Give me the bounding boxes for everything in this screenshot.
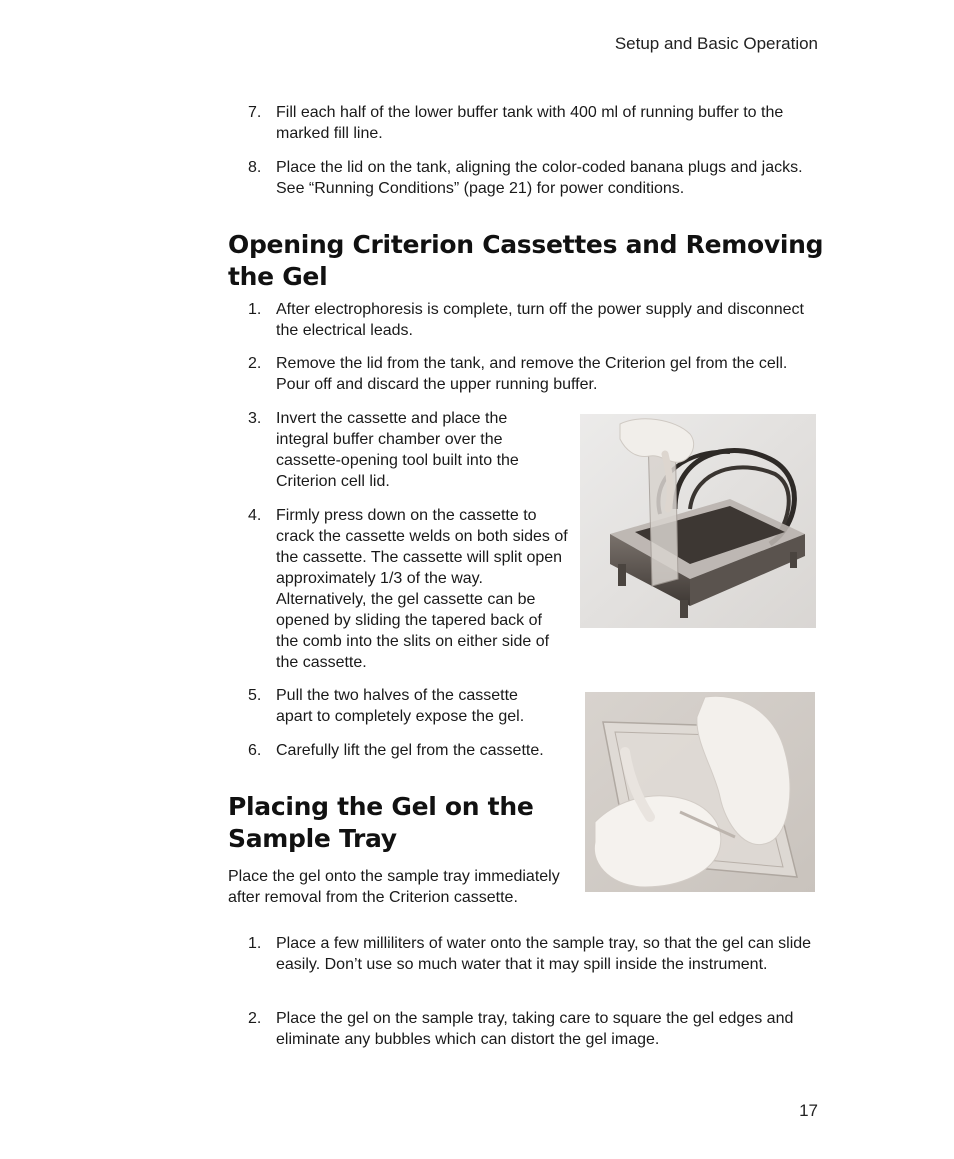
step-number: 8. xyxy=(248,159,262,176)
step-text: Invert the cassette and place the integral buffer chamber over the cassette-opening tool built into the Criterion cell lid. xyxy=(276,410,519,490)
step-number: 2. xyxy=(248,355,262,372)
step-text: Place a few milliliters of water onto the sample tray, so that the gel can slide easily. Don’t use so much water that it may spill inside the instrument. xyxy=(276,935,812,973)
step-number: 5. xyxy=(248,687,262,704)
section-intro-paragraph: Place the gel onto the sample tray immediately after removal from the Criterion cassette. xyxy=(228,868,560,906)
step-number: 2. xyxy=(248,1010,262,1027)
cassette-halves-illustration xyxy=(585,692,815,892)
step-number: 3. xyxy=(248,410,262,427)
step-text: After electrophoresis is complete, turn off the power supply and disconnect the electrical leads. xyxy=(276,301,804,339)
step-text: Place the gel on the sample tray, taking care to square the gel edges and eliminate any bubbles which can distort the gel image. xyxy=(276,1010,794,1048)
step-number: 4. xyxy=(248,507,262,524)
cassette-opening-illustration xyxy=(580,414,816,628)
step-number: 1. xyxy=(248,301,262,318)
page-number: 17 xyxy=(799,1101,818,1120)
section-heading-opening: Opening Criterion Cassettes and Removing the Gel xyxy=(228,230,824,291)
step-text: Place the lid on the tank, aligning the color-coded banana plugs and jacks. See “Running Conditions” (page 21) for power conditions. xyxy=(276,159,803,197)
step-number: 1. xyxy=(248,935,262,952)
running-header: Setup and Basic Operation xyxy=(614,34,818,53)
step-text: Fill each half of the lower buffer tank with 400 ml of running buffer to the marked fill line. xyxy=(276,104,784,142)
step-number: 6. xyxy=(248,742,262,759)
step-text: Pull the two halves of the cassette apart to completely expose the gel. xyxy=(276,687,525,725)
section-heading-placing: Placing the Gel on the Sample Tray xyxy=(228,792,534,853)
step-text: Firmly press down on the cassette to crack the cassette welds on both sides of the cassette. The cassette will split open approximately 1/3 of the way. Alternatively, the gel cassette can be opened by sliding the tapered back of the comb into the slits on either side of the cassette. xyxy=(276,507,568,671)
cassette-opening-photo xyxy=(580,414,816,628)
step-text: Remove the lid from the tank, and remove the Criterion gel from the cell. Pour off and discard the upper running buffer. xyxy=(276,355,788,393)
step-number: 7. xyxy=(248,104,262,121)
cassette-halves-photo xyxy=(585,692,815,892)
step-text: Carefully lift the gel from the cassette. xyxy=(276,742,544,759)
